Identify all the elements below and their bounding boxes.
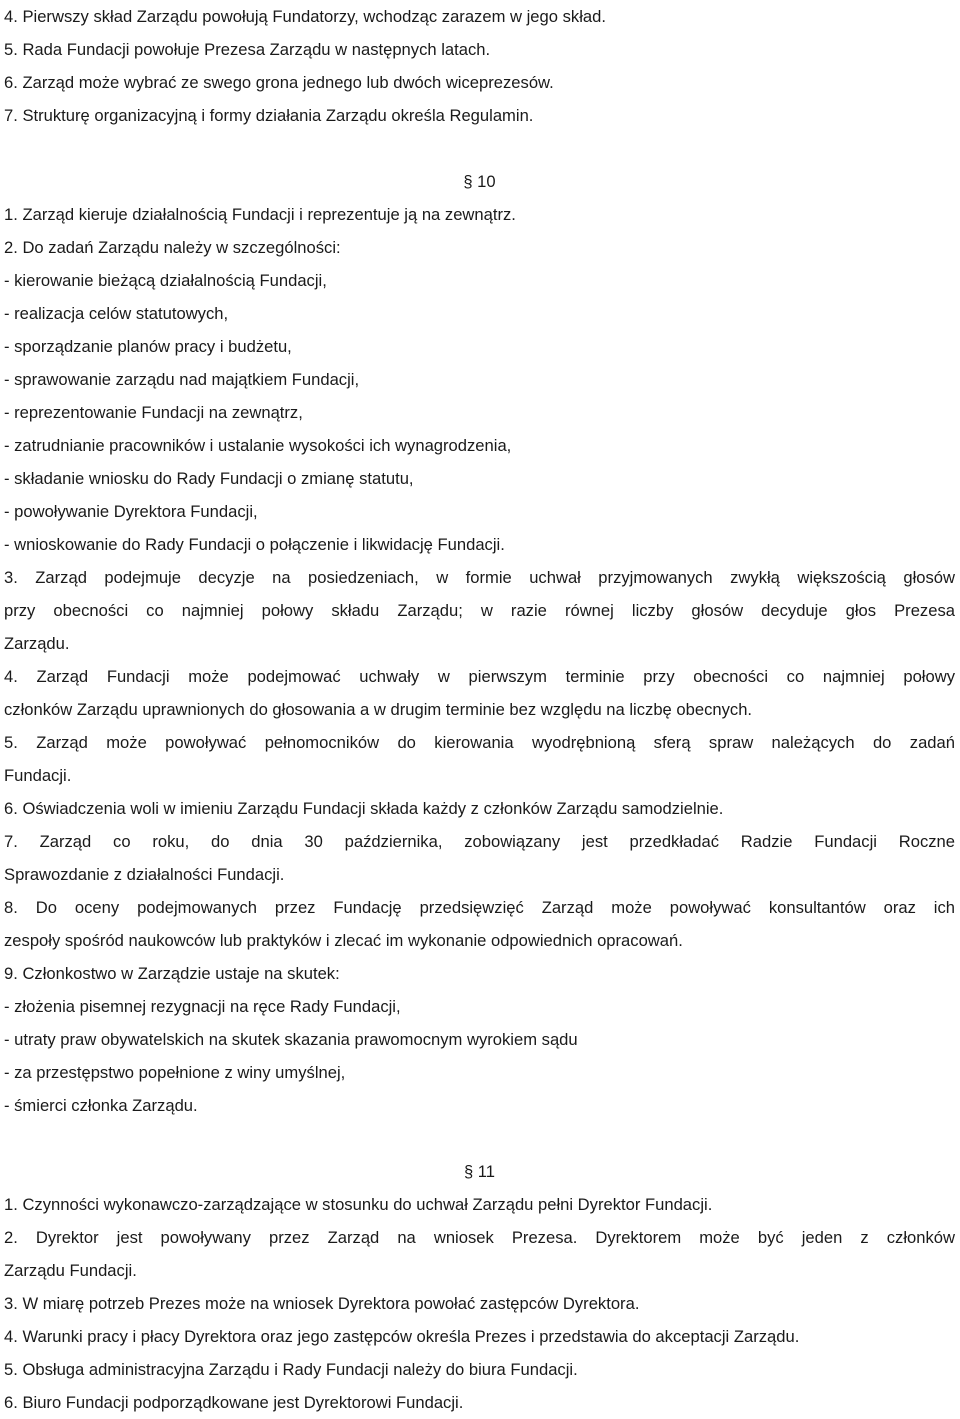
section-heading-10: § 10 xyxy=(463,172,496,191)
paragraph-line: 7. Strukturę organizacyjną i formy działania Zarządu określa Regulamin. xyxy=(4,106,534,125)
section-heading-11: § 11 xyxy=(463,1162,496,1181)
section-11-body xyxy=(4,1188,955,1419)
paragraph-line: 1. Zarząd kieruje działalnością Fundacji i reprezentuje ją na zewnątrz. xyxy=(4,205,516,224)
list-item: - sporządzanie planów pracy i budżetu, xyxy=(4,337,292,356)
paragraph-line: Sprawozdanie z działalności Fundacji. xyxy=(4,865,285,884)
paragraph-line: 5. Rada Fundacji powołuje Prezesa Zarządu w następnych latach. xyxy=(4,40,491,59)
list-item: - składanie wniosku do Rady Fundacji o zmianę statutu, xyxy=(4,469,414,488)
section-10-body xyxy=(4,198,955,1122)
paragraph-line: zespoły spośród naukowców lub praktyków i zlecać im wykonanie odpowiednich opracowań. xyxy=(4,931,683,950)
list-item: - śmierci członka Zarządu. xyxy=(4,1096,198,1115)
paragraph-line: 3. Zarząd podejmuje decyzje na posiedzeniach, w formie uchwał przyjmowanych zwykłą większością głosów xyxy=(4,568,955,587)
paragraph-line: Zarządu. xyxy=(4,634,70,653)
list-item: - wnioskowanie do Rady Fundacji o połączenie i likwidację Fundacji. xyxy=(4,535,505,554)
list-item: - kierowanie bieżącą działalnością Fundacji, xyxy=(4,271,327,290)
list-item: - realizacja celów statutowych, xyxy=(4,304,229,323)
paragraph-line: 2. Dyrektor jest powoływany przez Zarząd na wniosek Prezesa. Dyrektorem może być jeden z członków xyxy=(4,1228,955,1247)
paragraph-line: 1. Czynności wykonawczo-zarządzające w stosunku do uchwał Zarządu pełni Dyrektor Fundacji. xyxy=(4,1195,713,1214)
paragraph-line: 4. Pierwszy skład Zarządu powołują Fundatorzy, wchodząc zarazem w jego skład. xyxy=(4,7,606,26)
paragraph-line: 6. Zarząd może wybrać ze swego grona jednego lub dwóch wiceprezesów. xyxy=(4,73,554,92)
paragraph-line: 5. Obsługa administracyjna Zarządu i Rady Fundacji należy do biura Fundacji. xyxy=(4,1360,578,1379)
paragraph-line: przy obecności co najmniej połowy składu Zarządu; w razie równej liczby głosów decyduje głos Prezesa xyxy=(4,601,955,620)
paragraph-line: 4. Warunki pracy i płacy Dyrektora oraz jego zastępców określa Prezes i przedstawia do akceptacji Zarządu. xyxy=(4,1327,800,1346)
list-item: - powoływanie Dyrektora Fundacji, xyxy=(4,502,258,521)
paragraph-line: 4. Zarząd Fundacji może podejmować uchwały w pierwszym terminie przy obecności co najmniej połowy xyxy=(4,667,955,686)
paragraph-line: 3. W miarę potrzeb Prezes może na wniosek Dyrektora powołać zastępców Dyrektora. xyxy=(4,1294,640,1313)
spacer xyxy=(4,1122,955,1155)
list-item: - reprezentowanie Fundacji na zewnątrz, xyxy=(4,403,303,422)
list-item: - sprawowanie zarządu nad majątkiem Fundacji, xyxy=(4,370,360,389)
paragraph-line: 7. Zarząd co roku, do dnia 30 października, zobowiązany jest przedkładać Radzie Fundacji Roczne xyxy=(4,832,955,851)
list-item: - za przestępstwo popełnione z winy umyślnej, xyxy=(4,1063,346,1082)
paragraph-block-1 xyxy=(4,0,955,132)
paragraph-line: 5. Zarząd może powoływać pełnomocników do kierowania wyodrębnioną sferą spraw należących do zadań xyxy=(4,733,955,752)
paragraph-line: 6. Oświadczenia woli w imieniu Zarządu Fundacji składa każdy z członków Zarządu samodzielnie. xyxy=(4,799,724,818)
paragraph-line: 9. Członkostwo w Zarządzie ustaje na skutek: xyxy=(4,964,340,983)
paragraph-line: 2. Do zadań Zarządu należy w szczególności: xyxy=(4,238,341,257)
spacer xyxy=(4,132,955,165)
list-item: - utraty praw obywatelskich na skutek skazania prawomocnym wyrokiem sądu xyxy=(4,1030,578,1049)
paragraph-line: Zarządu Fundacji. xyxy=(4,1261,137,1280)
paragraph-line: 8. Do oceny podejmowanych przez Fundację przedsięwzięć Zarząd może powoływać konsultantów oraz ich xyxy=(4,898,955,917)
paragraph-line: 6. Biuro Fundacji podporządkowane jest Dyrektorowi Fundacji. xyxy=(4,1393,464,1412)
list-item: - złożenia pisemnej rezygnacji na ręce Rady Fundacji, xyxy=(4,997,401,1016)
paragraph-line: członków Zarządu uprawnionych do głosowania a w drugim terminie bez względu na liczbę obecnych. xyxy=(4,700,753,719)
paragraph-line: Fundacji. xyxy=(4,766,72,785)
list-item: - zatrudnianie pracowników i ustalanie wysokości ich wynagrodzenia, xyxy=(4,436,512,455)
